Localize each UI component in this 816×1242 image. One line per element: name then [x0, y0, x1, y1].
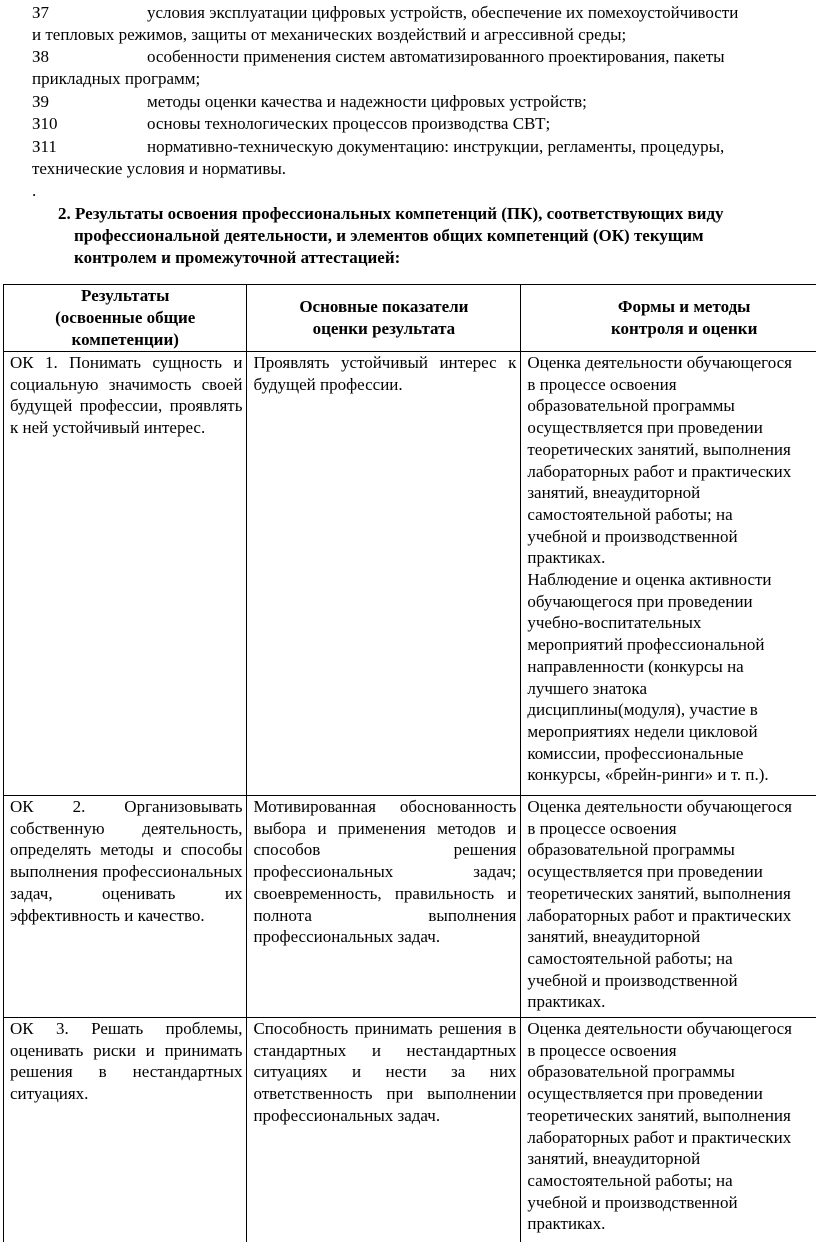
table-row	[4, 1018, 816, 1242]
result-cell: ОК 2. Организовывать собственную деятельность, определять методы и способы выполнения профессиональных задач, оценивать их эффективность и качество.	[4, 796, 247, 1018]
table-header-row	[4, 285, 816, 352]
competencies-table	[3, 284, 816, 1242]
req-text-cont: технические условия и нормативы.	[32, 159, 287, 178]
req-text: основы технологических процессов производства СВТ;	[147, 114, 551, 133]
column-header-indicators: Основные показатели оценки результата	[247, 285, 521, 352]
column-header-methods: Формы и методы контроля и оценки	[521, 285, 816, 352]
result-cell: ОК 1. Понимать сущность и социальную значимость своей будущей профессии, проявлять к ней устойчивый интерес.	[4, 352, 247, 796]
indicator-cell: Способность принимать решения в стандартных и нестандартных ситуациях и нести за них ответственность при выполнении профессиональных задач.	[247, 1018, 521, 1242]
section-heading-cont: профессиональной деятельности, и элементов общих компетенций (ОК) текущим	[74, 226, 704, 245]
table-row	[4, 796, 816, 1018]
req-code: З8	[32, 47, 50, 66]
req-code: З9	[32, 92, 50, 111]
req-code: З10	[32, 114, 58, 133]
req-text-cont: прикладных программ;	[32, 69, 201, 88]
req-text: методы оценки качества и надежности цифровых устройств;	[147, 92, 587, 111]
table-row	[4, 352, 816, 796]
result-cell: ОК 3. Решать проблемы, оценивать риски и принимать решения в нестандартных ситуациях.	[4, 1018, 247, 1242]
section-heading-cont: контролем и промежуточной аттестацией:	[74, 248, 401, 267]
req-text: нормативно-техническую документацию: инструкции, регламенты, процедуры,	[147, 137, 725, 156]
indicator-cell: Мотивированная обоснованность выбора и применения методов и способов решения профессиональных задач; своевременность, правильность и полнота выполнения профессиональных задач.	[247, 796, 521, 1018]
section-heading: 2. Результаты освоения профессиональных компетенций (ПК), соответствующих виду	[58, 204, 724, 223]
req-text-cont: и тепловых режимов, защиты от механических воздействий и агрессивной среды;	[32, 25, 627, 44]
methods-cell: Оценка деятельности обучающегося в процессе освоения образовательной программы осуществляется при проведении теоретических занятий, выполнения лабораторных работ и практических занятий, внеаудиторной самостоятельной работы; на учебной и производственной практиках.	[521, 1018, 816, 1242]
indicator-cell: Проявлять устойчивый интерес к будущей профессии.	[247, 352, 521, 796]
req-text: условия эксплуатации цифровых устройств, обеспечение их помехоустойчивости	[147, 3, 739, 22]
column-header-results: Результаты (освоенные общие компетенции)	[4, 285, 247, 352]
methods-cell: Оценка деятельности обучающегося в процессе освоения образовательной программы осуществляется при проведении теоретических занятий, выполнения лабораторных работ и практических занятий, внеаудиторной самостоятельной работы; на учебной и производственной практиках.	[521, 796, 816, 1018]
req-code: З11	[32, 137, 57, 156]
stray-dot: .	[32, 181, 37, 200]
req-text: особенности применения систем автоматизированного проектирования, пакеты	[147, 47, 725, 66]
req-code: З7	[32, 3, 50, 22]
methods-cell: Оценка деятельности обучающегося в процессе освоения образовательной программы осуществляется при проведении теоретических занятий, выполнения лабораторных работ и практических занятий, внеаудиторной самостоятельной работы; на учебной и производственной практиках. Наблюдение и оценка активности обучающегося при проведении учебно-воспитательных мероприятий профессиональной направленности (конкурсы на лучшего знатока дисциплины(модуля), участие в мероприятиях недели цикловой комиссии, профессиональные конкурсы, «брейн-ринги» и т. п.).	[521, 352, 816, 796]
